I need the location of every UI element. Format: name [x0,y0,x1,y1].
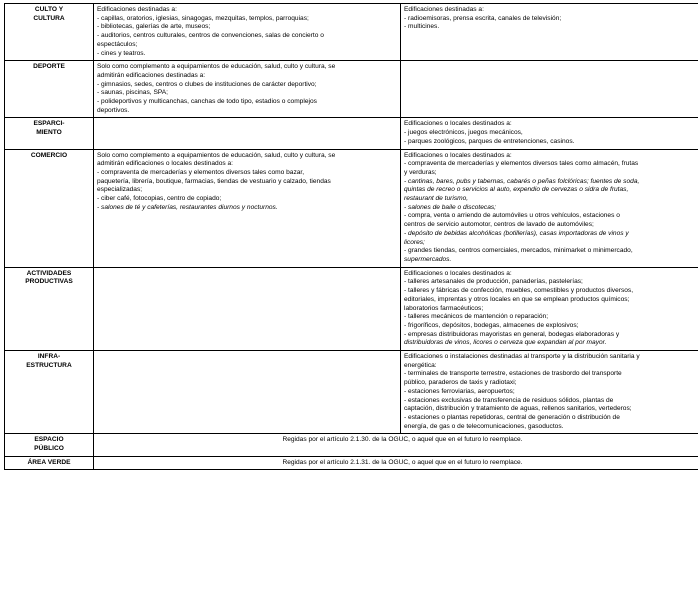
table-row [5,118,698,149]
category-line: INFRA- [37,353,61,361]
use-line: - frigoríficos, depósitos, bodegas, almacenes de explosivos; [404,321,579,329]
use-line: supermercados. [404,255,452,263]
use-line: - salones de baile o discotecas; [404,203,497,211]
category-line: CULTURA [33,14,65,22]
row-permitted-uses [94,267,401,350]
use-line: - auditorios, centros culturales, centros de convenciones, salas de concierto o [97,32,324,40]
use-line: - juegos electrónicos, juegos mecánicos, [404,129,523,137]
category-line: ESPARCI- [33,120,65,128]
category-line: COMERCIO [30,151,68,159]
row-permitted-uses [94,118,401,149]
row-category-actividades-productivas [5,267,94,350]
table-body [5,4,698,470]
table-row [5,351,698,434]
row-prohibited-uses [401,149,698,267]
use-line: editoriales, imprentas y otros locales en que se emplean productos químicos; [404,295,630,303]
row-category-comercio [5,149,94,267]
use-line: licores; [404,238,425,246]
use-line: restaurant de turismo, [404,195,469,203]
use-line: público, paraderos de taxis y radiotaxi; [404,379,517,387]
uses-list [97,6,397,58]
category-line: CULTO Y [34,6,64,13]
uses-list [404,6,698,32]
use-line: - ciber café, fotocopias, centro de copiado; [97,195,222,203]
row-permitted-uses [94,4,401,61]
category-line: PRODUCTIVAS [25,278,73,286]
table-row [5,434,698,456]
use-line: - polideportivos y multicanchas, canchas de todo tipo, estadios o complejos [97,98,317,106]
use-line: Edificaciones o locales destinados a: [404,269,512,277]
use-line: - talleres y fábricas de confección, muebles, comestibles y productos diversos, [404,287,634,295]
use-line: espectáculos; [97,40,138,48]
row-category-infraestructura [5,351,94,434]
use-line: - grandes tiendas, centros comerciales, mercados, minimarket o minimercado, [404,247,633,255]
uses-list [404,353,698,431]
use-line: energética: [404,361,437,369]
use-line: paquetería, librería, boutique, farmacias, tiendas de vestuario y calzado, tiendas [97,177,331,185]
use-line: - empresas distribuidoras mayoristas en general, bodegas elaboradoras y [404,330,620,338]
use-line: Edificaciones destinadas a: [97,6,177,13]
use-line: especializadas; [97,186,143,194]
category-line: ÁREA VERDE [27,458,71,466]
row-category-area-verde [5,456,94,470]
table-row [5,4,698,61]
category-line: ESTRUCTURA [26,361,72,369]
uses-list [404,120,698,146]
uses-list [97,152,397,213]
row-category-deporte [5,61,94,118]
category-line: ACTIVIDADES [26,269,72,277]
use-line: laboratorios farmacéuticos; [404,304,484,312]
use-line: - saunas, piscinas, SPA; [97,89,168,97]
use-line: - capillas, oratorios, iglesias, sinagogas, mezquitas, templos, parroquias; [97,14,309,22]
uses-list [404,152,698,265]
use-line: Edificaciones o locales destinados a: [404,120,512,128]
row-prohibited-uses [401,351,698,434]
use-line: - terminales de transporte terrestre, estaciones de trasbordo del transporte [404,370,622,378]
row-category-culto-cultura [5,4,94,61]
use-line: - compraventa de mercaderías y elementos diversos tales como bazar, [97,168,305,176]
row-permitted-uses [94,61,401,118]
table-row [5,267,698,350]
use-line: captación, distribución y tratamiento de aguas, rellenos sanitarios, vertederos; [404,405,632,413]
row-permitted-uses [94,149,401,267]
use-line: Edificaciones o locales destinados a: [404,151,512,159]
row-prohibited-uses [401,267,698,350]
uses-list [97,63,397,115]
zoning-uses-table [4,3,698,470]
category-line: PÚBLICO [34,445,64,453]
use-line: - talleres mecánicos de mantención o reparación; [404,313,549,321]
use-line: Edificaciones o instalaciones destinadas al transporte y la distribución sanitaria y [404,353,640,361]
use-line: - estaciones exclusivas de transferencia de residuos sólidos, plantas de [404,396,614,404]
use-line: - multicines. [404,23,440,31]
table-row [5,149,698,267]
use-line: admitirán edificaciones o locales destinados a: [97,160,233,168]
use-line: - depósito de bebidas alcohólicas (botillerías), casas importadoras de vinos y [404,229,629,237]
use-line: - compra, venta o arriendo de automóviles u otros vehículos, estaciones o [404,212,620,220]
use-line: - estaciones o plantas repetidoras, central de generación o distribución de [404,413,620,421]
use-line: - gimnasios, sedes, centros o clubes de instituciones de carácter deportivo; [97,80,317,88]
use-line: Edificaciones destinadas a: [404,6,484,13]
use-line: - cines y teatros. [97,49,146,57]
row-prohibited-uses [401,61,698,118]
category-line: ESPACIO [34,436,64,444]
use-line: - cantinas, bares, pubs y tabernas, cabarés o peñas folclóricas; fuentes de soda, [404,177,640,185]
use-line: - estaciones ferroviarias, aeropuertos; [404,387,515,395]
row-regulation-note: Regidas por el artículo 2.1.30. de la OGUC, o aquel que en el futuro lo reemplace. [94,434,698,456]
uses-list [404,270,698,348]
use-line: Solo como complemento a equipamientos de educación, salud, culto y cultura, se [97,63,336,71]
use-line: y verduras; [404,168,437,176]
use-line: - compraventa de mercaderías y elementos diversos tales como almacén, frutas [404,160,639,168]
table-row [5,456,698,470]
row-prohibited-uses [401,4,698,61]
category-line: MIENTO [36,129,62,137]
use-line: Solo como complemento a equipamientos de educación, salud, culto y cultura, se [97,151,336,159]
use-line: centros de servicio automotor, centros de lavado de automóviles; [404,221,594,229]
row-category-espacio-publico [5,434,94,456]
category-line: DEPORTE [33,63,65,71]
row-prohibited-uses [401,118,698,149]
use-line: - parques zoológicos, parques de entretenciones, casinos. [404,137,575,145]
row-permitted-uses [94,351,401,434]
use-line: - bibliotecas, galerías de arte, museos; [97,23,211,31]
use-line: - salones de té y cafeterías, restaurantes diurnos y nocturnos. [97,203,278,211]
table-row [5,61,698,118]
use-line: energía, de gas o de telecomunicaciones, gasoductos. [404,422,564,430]
use-line: distribuidoras de vinos, licores o cerveza que expandan al por mayor. [404,339,607,347]
row-regulation-note: Regidas por el artículo 2.1.31. de la OGUC, o aquel que en el futuro lo reemplace. [94,456,698,470]
use-line: admitirán edificaciones destinadas a: [97,71,206,79]
use-line: deportivos. [97,106,130,114]
row-category-esparcimiento [5,118,94,149]
use-line: quintas de recreo o servicios al auto, expendio de cervezas o sidra de frutas, [404,186,629,194]
use-line: - talleres artesanales de producción, panaderías, pastelerías; [404,278,583,286]
use-line: - radioemisoras, prensa escrita, canales de televisión; [404,14,562,22]
